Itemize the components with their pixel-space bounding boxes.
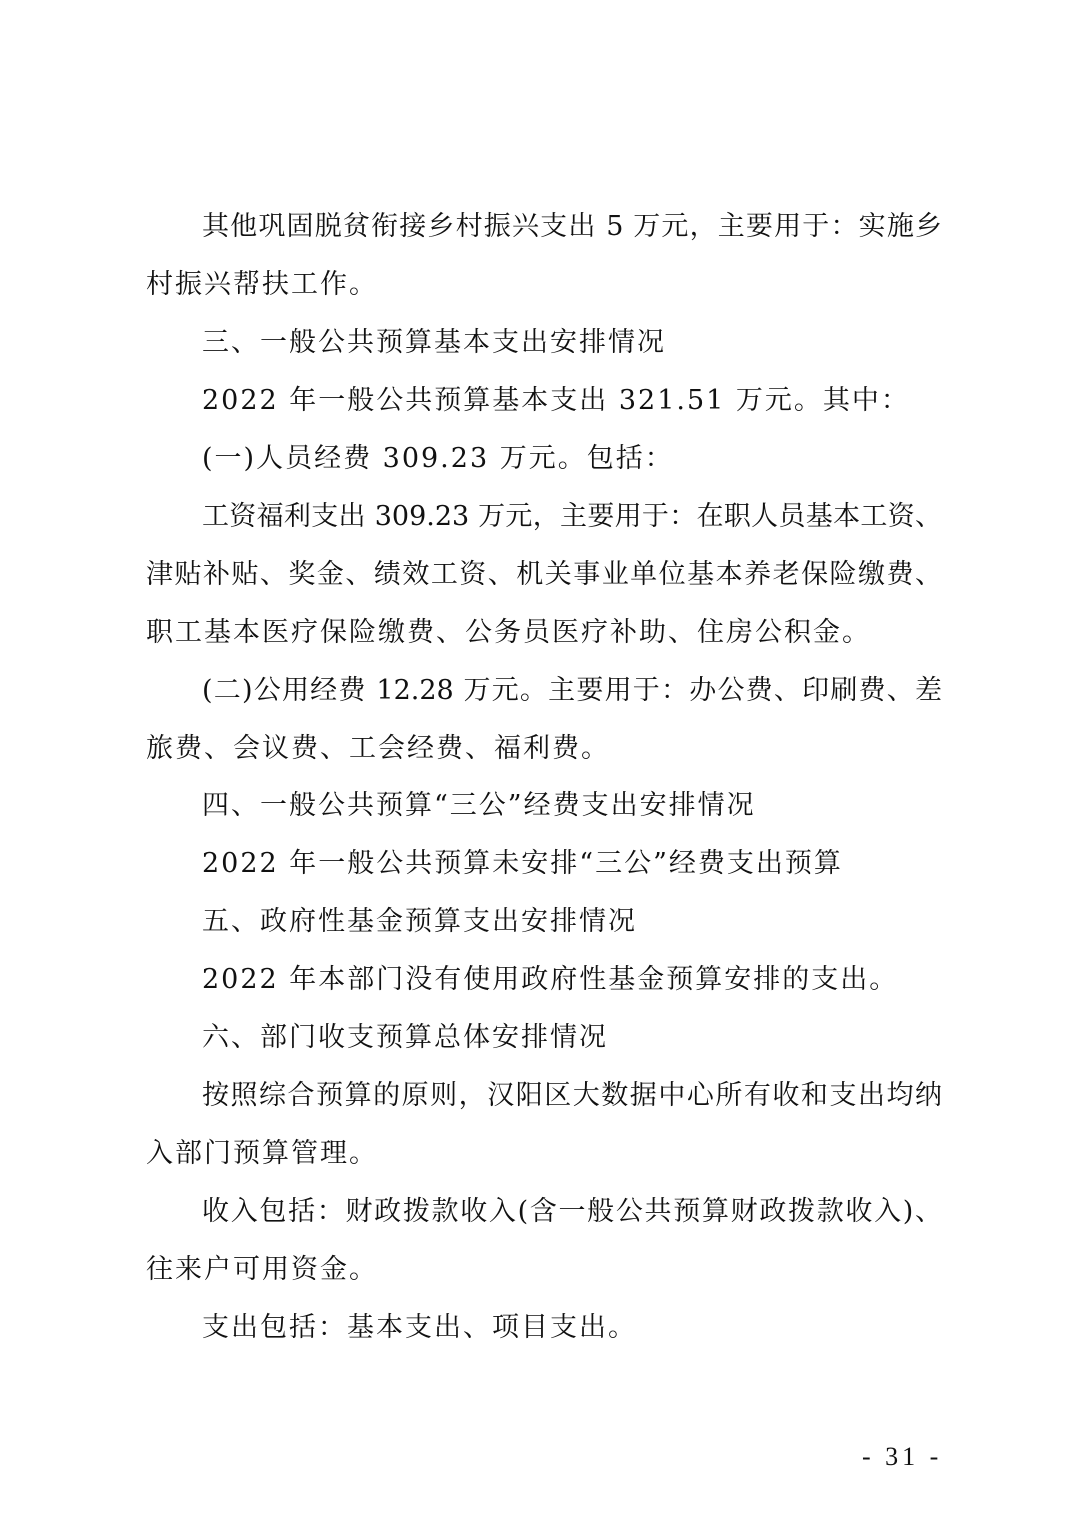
paragraph-line: 支出包括：基本支出、项目支出。	[202, 1312, 637, 1343]
paragraph-line: 2022 年一般公共预算未安排“三公”经费支出预算	[202, 848, 843, 879]
paragraph-line: 入部门预算管理。	[146, 1138, 378, 1169]
paragraph-line: 按照综合预算的原则，汉阳区大数据中心所有收和支出均纳	[202, 1080, 942, 1111]
paragraph-line: 职工基本医疗保险缴费、公务员医疗补助、住房公积金。	[146, 617, 871, 648]
paragraph-line: 旅费、会议费、工会经费、福利费。	[146, 733, 610, 764]
paragraph-line: 村振兴帮扶工作。	[146, 269, 378, 300]
subsection-heading: (二)公用经费 12.28 万元。主要用于：办公费、印刷费、差	[202, 675, 942, 706]
paragraph-line: 2022 年一般公共预算基本支出 321.51 万元。其中：	[202, 385, 910, 416]
paragraph-line: 工资福利支出 309.23 万元，主要用于：在职人员基本工资、	[202, 501, 942, 532]
paragraph-line: 往来户可用资金。	[146, 1254, 378, 1285]
section-heading: 五、政府性基金预算支出安排情况	[202, 906, 637, 937]
section-heading: 四、一般公共预算“三公”经费支出安排情况	[202, 790, 756, 821]
paragraph-line: 津贴补贴、奖金、绩效工资、机关事业单位基本养老保险缴费、	[146, 559, 942, 590]
page-number: - 31 -	[862, 1442, 943, 1471]
section-heading: 六、部门收支预算总体安排情况	[202, 1022, 608, 1053]
paragraph-line: 收入包括：财政拨款收入(含一般公共预算财政拨款收入)、	[202, 1196, 942, 1227]
section-heading: 三、一般公共预算基本支出安排情况	[202, 327, 666, 358]
paragraph-line: 其他巩固脱贫衔接乡村振兴支出 5 万元，主要用于：实施乡	[202, 211, 942, 242]
subsection-heading: (一)人员经费 309.23 万元。包括：	[202, 443, 674, 474]
paragraph-line: 2022 年本部门没有使用政府性基金预算安排的支出。	[202, 964, 899, 995]
